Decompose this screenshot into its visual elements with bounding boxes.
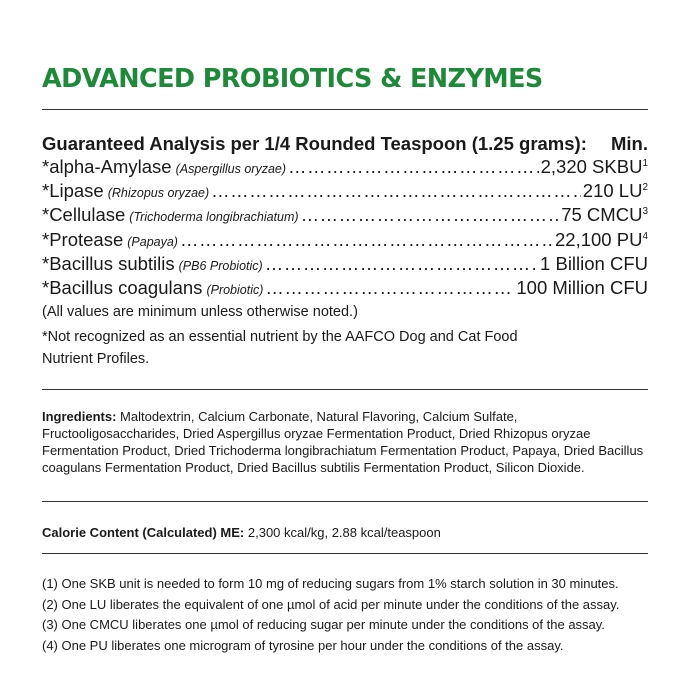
footnote: (4) One PU liberates one microgram of tyrosine per hour under the conditions of the assay. bbox=[42, 637, 564, 653]
leader-dots bbox=[265, 253, 538, 275]
nutrient-value: 210 $LU^2$ bbox=[582, 180, 648, 202]
nutrient-value: 22,100 $PU^4$ bbox=[555, 228, 648, 250]
nutrient-source: (Papaya) bbox=[127, 234, 178, 249]
analysis-rows bbox=[42, 156, 648, 301]
footnote: (3) One CMCU liberates one µmol of reducing sugar per minute under the conditions of the assay. bbox=[42, 617, 605, 632]
nutrient-name: *Bacillus subtilis bbox=[42, 252, 175, 274]
analysis-row bbox=[42, 253, 648, 277]
divider bbox=[42, 553, 648, 554]
calorie-text: 2,300 kcal/kg, 2.88 kcal/teaspoon bbox=[247, 525, 441, 540]
nutrient-source: (Trichoderma longibrachiatum) bbox=[129, 210, 299, 225]
leader-dots bbox=[301, 204, 560, 226]
footnote: (1) One SKB unit is needed to form 10 mg of reducing sugars from 1% starch solution in 30 minutes. bbox=[42, 576, 619, 591]
leader-dots bbox=[211, 180, 581, 202]
nutrient-value: 2,320 SKBU$^1$ bbox=[540, 156, 648, 177]
leader-dots bbox=[265, 277, 514, 299]
ingredients-label: Ingredients: bbox=[42, 409, 117, 424]
ingredients-block bbox=[42, 408, 652, 476]
divider bbox=[42, 501, 648, 502]
footnotes bbox=[42, 574, 662, 656]
footnote: (2) One LU liberates the equivalent of one µmol of acid per minute under the conditions of the assay. bbox=[42, 596, 620, 612]
analysis-heading bbox=[42, 133, 648, 155]
note-aafco: *Not recognized as an essential nutrient by the AAFCO Dog and Cat Food Nutrient Profiles. bbox=[42, 329, 518, 367]
nutrient-name: *Cellulase bbox=[42, 204, 126, 226]
nutrient-value: 75 CMCU$^3$ bbox=[561, 204, 648, 226]
page-title: ADVANCED PROBIOTICS & ENZYMES bbox=[42, 64, 543, 94]
analysis-heading-text: Guaranteed Analysis per 1/4 Rounded Teaspoon (1.25 grams): bbox=[42, 133, 587, 154]
nutrient-name: *Bacillus coagulans bbox=[42, 276, 203, 298]
nutrient-source: (Aspergillus oryzae) bbox=[175, 162, 287, 176]
min-label: Min. bbox=[611, 133, 648, 154]
nutrient-source: (PB6 Probiotic) bbox=[178, 258, 263, 273]
analysis-row bbox=[42, 277, 648, 301]
nutrient-value: 1 Billion CFU bbox=[540, 252, 648, 274]
nutrient-name: *Lipase bbox=[42, 180, 104, 202]
leader-dots bbox=[288, 156, 539, 178]
divider bbox=[42, 389, 648, 390]
analysis-row bbox=[42, 180, 648, 204]
ingredients-text: Maltodextrin, Calcium Carbonate, Natural Flavoring, Calcium Sulfate, Fructooligosaccharides, Dried Aspergillus oryzae Fermentation Product, Dried Rhizopus oryzae Fermentation Product, Dried Trichoderma longibrachiatum Fermentation Product, Papaya, Dried Bacillus coagulans Fermentation Product, Dried Bacillus subtilis Fermentation Product, Silicon Dioxide. bbox=[42, 409, 644, 475]
nutrient-value: 100 Million CFU bbox=[516, 276, 648, 298]
nutrient-source: (Probiotic) bbox=[206, 282, 264, 297]
note-minimum: (All values are minimum unless otherwise noted.) bbox=[42, 304, 358, 320]
leader-dots bbox=[180, 229, 553, 251]
calorie-block bbox=[42, 524, 652, 541]
nutrient-source: (Rhizopus oryzae) bbox=[107, 186, 210, 201]
analysis-row bbox=[42, 156, 648, 180]
nutrient-name: *alpha-Amylase bbox=[42, 156, 172, 177]
nutrient-name: *Protease bbox=[42, 228, 124, 250]
calorie-label: Calorie Content (Calculated) ME: bbox=[42, 525, 245, 540]
analysis-row bbox=[42, 204, 648, 228]
divider bbox=[42, 109, 648, 110]
analysis-row bbox=[42, 229, 648, 253]
